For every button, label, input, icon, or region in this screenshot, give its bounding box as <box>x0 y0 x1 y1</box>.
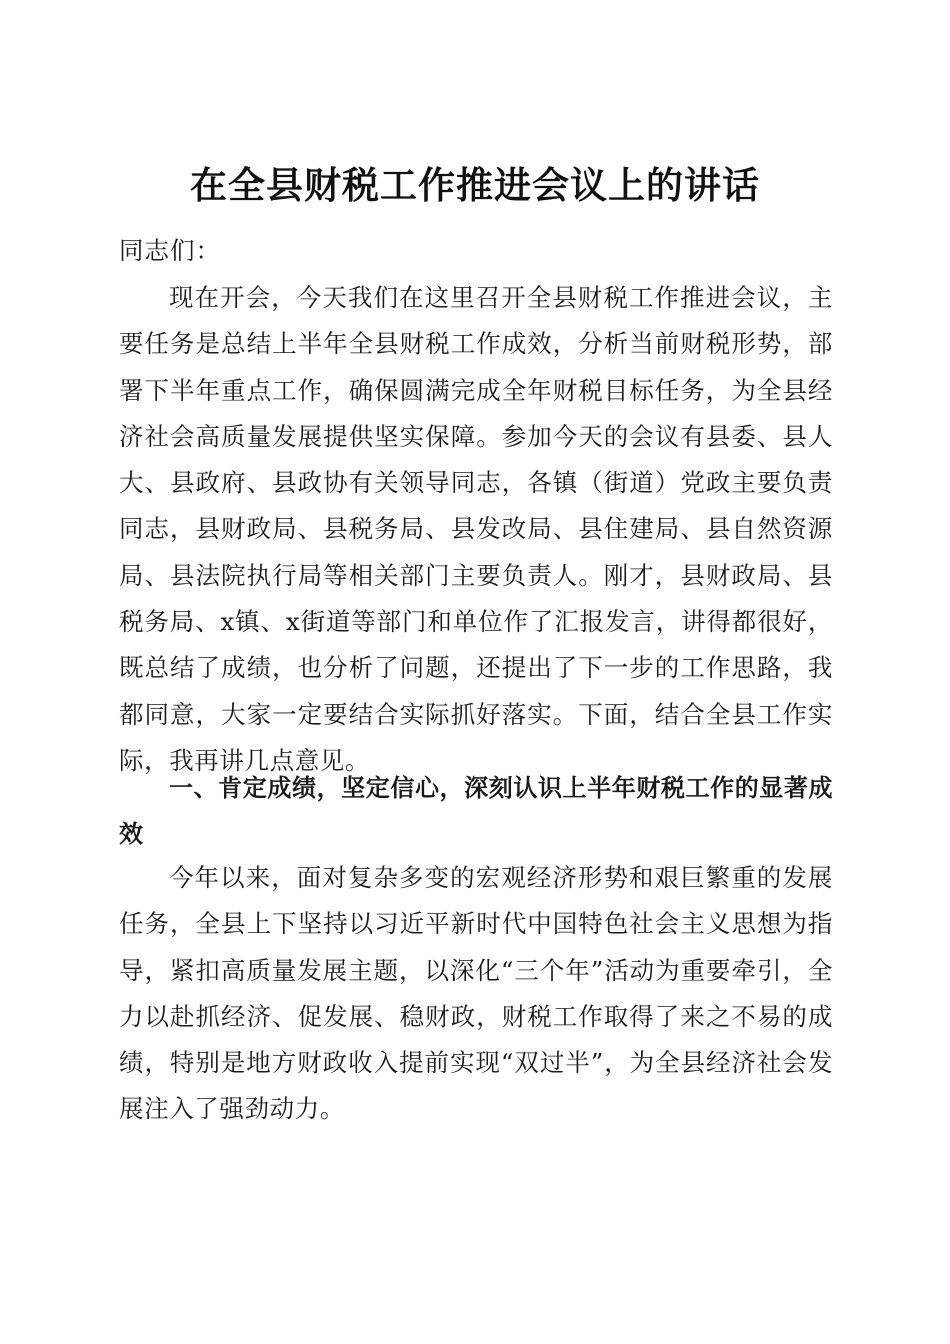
paragraph-section-1: 今年以来，面对复杂多变的宏观经济形势和艰巨繁重的发展任务，全县上下坚持以习近平新时代中国特色社会主义思想为指导，紧扣高质量发展主题，以深化“三个年”活动为重要牵引，全力以赴抓经济、促发展、稳财政，财税工作取得了来之不易的成绩，特别是地方财政收入提前实现“双过半”，为全县经济社会发展注入了强劲动力。 <box>119 863 833 1124</box>
salutation: 同志们： <box>119 236 221 265</box>
document-title: 在全县财税工作推进会议上的讲话 <box>190 162 760 207</box>
paragraph-opening: 现在开会，今天我们在这里召开全县财税工作推进会议，主要任务是总结上半年全县财税工作成效，分析当前财税形势，部署下半年重点工作，确保圆满完成全年财税目标任务，为全县经济社会高质量发展提供坚实保障。参加今天的会议有县委、县人大、县政府、县政协有关领导同志，各镇（街道）党政主要负责同志，县财政局、县税务局、县发改局、县住建局、县自然资源局、县法院执行局等相关部门主要负责人。刚才，县财政局、县税务局、x镇、x街道等部门和单位作了汇报发言，讲得都很好，既总结了成绩，也分析了问题，还提出了下一步的工作思路，我都同意，大家一定要结合实际抓好落实。下面，结合全县工作实际，我再讲几点意见。 <box>119 283 833 775</box>
section-heading-1: 一、肯定成绩，坚定信心，深刻认识上半年财税工作的显著成效 <box>119 774 833 848</box>
